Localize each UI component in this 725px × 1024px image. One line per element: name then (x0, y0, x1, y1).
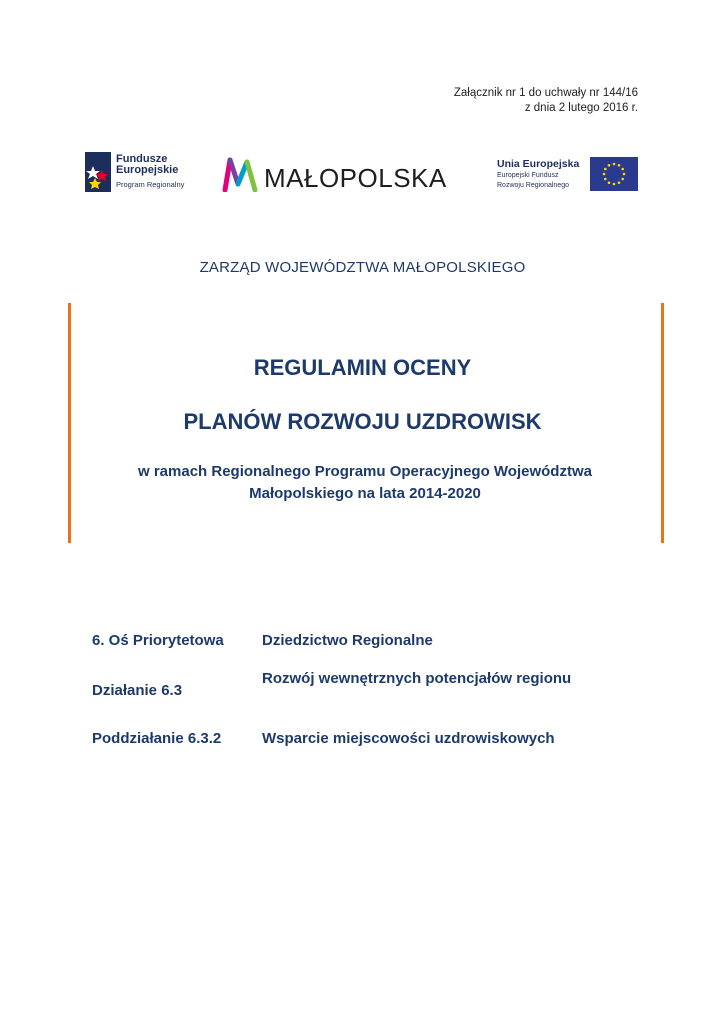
eu-line-1: Unia Europejska (497, 158, 580, 170)
fe-line-2: Europejskie (116, 164, 179, 176)
eu-line-2: Europejski Fundusz (497, 172, 559, 179)
fe-flag-icon (85, 152, 111, 192)
detail-key: Poddziałanie 6.3.2 (92, 730, 222, 747)
subtitle-line-2: Małopolskiego na lata 2014-2020 (249, 485, 481, 502)
malopolska-logo (222, 155, 467, 195)
fe-text (116, 154, 184, 190)
document-title-line-2: PLANÓW ROZWOJU UZDROWISK (183, 409, 542, 434)
board-heading: ZARZĄD WOJEWÓDZTWA MAŁOPOLSKIEGO (199, 259, 526, 276)
annex-line-1: Załącznik nr 1 do uchwały nr 144/16 (453, 87, 638, 99)
detail-value: Wsparcie miejscowości uzdrowiskowych (262, 730, 555, 747)
document-subtitle (90, 461, 640, 505)
eu-line-3: Rozwoju Regionalnego (497, 182, 569, 189)
detail-value: Dziedzictwo Regionalne (262, 632, 433, 649)
eu-logo (497, 157, 639, 193)
eu-text (497, 158, 579, 190)
malopolska-m-icon (222, 156, 260, 192)
malopolska-wordmark: MAŁOPOLSKA (264, 163, 447, 193)
annex-line-2: z dnia 2 lutego 2016 r. (524, 102, 638, 114)
detail-value: Rozwój wewnętrznych potencjałów regionu (262, 670, 572, 687)
annex-note (454, 86, 638, 116)
fe-line-3: Program Regionalny (116, 180, 185, 189)
document-title-line-1: REGULAMIN OCENY (253, 355, 472, 380)
subtitle-line-1: w ramach Regionalnego Programu Operacyjnego Województwa (138, 463, 592, 480)
detail-key: 6. Oś Priorytetowa (92, 632, 224, 649)
eu-flag-icon (590, 157, 638, 191)
fe-line-1: Fundusze (116, 153, 168, 165)
detail-key: Działanie 6.3 (92, 682, 183, 699)
fundusze-europejskie-logo (85, 152, 205, 194)
